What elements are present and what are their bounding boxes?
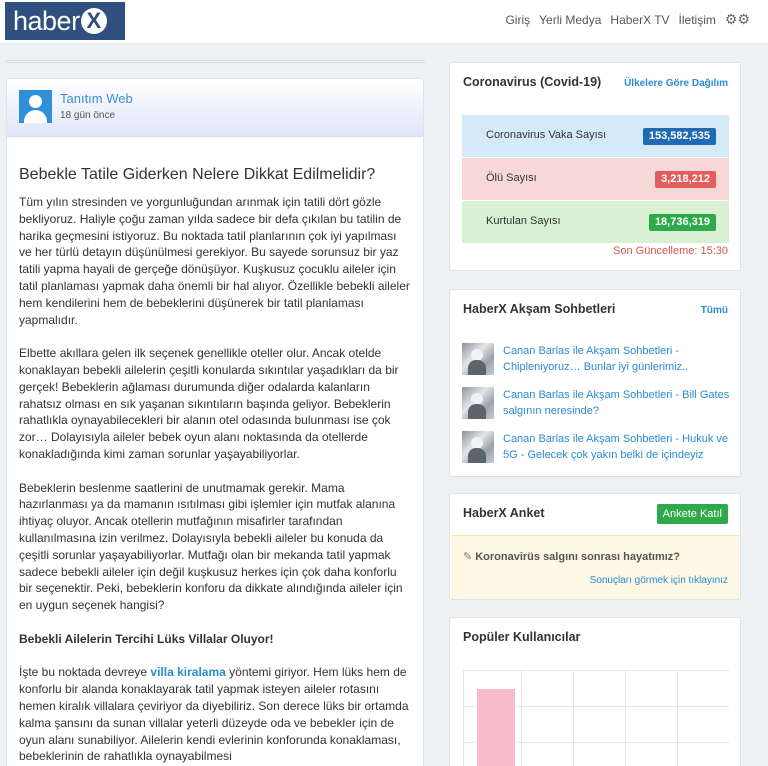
article-card: [6, 78, 424, 766]
chart-bar: [477, 689, 515, 766]
popular-users-chart: [463, 662, 729, 766]
logo-x-mark: X: [81, 8, 107, 34]
article-body: [7, 137, 423, 765]
all-talks-link[interactable]: Tümü: [700, 305, 728, 316]
talk-link[interactable]: Canan Barlas ile Akşam Sohbetleri - Chipleniyoruz… Bunlar iyi günlerimiz..: [503, 345, 689, 373]
paragraph-1: Tüm yılın stresinden ve yorgunluğundan arınmak için tatili dört gözle bekliyoruz. Haliyle çoğu zaman yılda sadece bir defa çıkılan bu tatilin de harika geçmesini istiyoruz. Bu noktada tatil planlarının çok iyi yapılması ve her türlü detayın düşünülmesi gerekiyor. Bu sayede sorunsuz bir yaz tatili yapma hayali de gerçeğe dönüşüyor. Kuşkusuz çocuklu aileler için tatil planlaması yapmak daha önemli bir hal alıyor. Özellikle bebekli aileler hem kendilerini hem de bebeklerini düşünerek bir tatil planlaması yapmalıdır.: [19, 195, 410, 327]
covid-title: Coronavirus (Covid-19): [463, 75, 602, 89]
cases-value: 153,582,535: [643, 128, 716, 145]
paragraph-4-start: İşte bu noktada devreye: [19, 665, 151, 680]
video-thumbnail[interactable]: [462, 387, 494, 419]
last-updated: Son Güncelleme: 15:30: [613, 245, 728, 257]
nav-login[interactable]: Giriş: [505, 13, 531, 27]
covid-deaths-row: [462, 158, 729, 200]
paragraph-3: Bebeklerin beslenme saatlerini de unutmamak gerekir. Mama hazırlanması ya da mamanın ısıtılması gibi işlemler için mutfak alanına ihtiyaç oluyor. Ancak otellerin mutfağının misafirler tarafından kullanılmasına izin verilmez. Dolayısıyla bebekli aileler bu konuda da çeşitli sorunlar yaşayabiliyorlar. Mutfağı olan bir mekanda tatil yapmak sadece bebekli aileler için değil kuşkusuz herkes için çok daha konforlu bir seçenektir. Peki, bebeklerin konforu da dikkate alındığında aileler için en uygun seçenek hangisi?: [19, 480, 403, 613]
villa-rental-link[interactable]: villa kiralama: [150, 665, 226, 680]
avatar[interactable]: [19, 90, 52, 123]
join-poll-button[interactable]: Ankete Katıl: [657, 504, 728, 524]
talk-link[interactable]: Canan Barlas ile Akşam Sohbetleri - Bill Gates salgının neresinde?: [503, 389, 730, 417]
article-subheading: Bebekli Ailelerin Tercihi Lüks Villalar Oluyor!: [19, 631, 274, 646]
list-item[interactable]: [462, 387, 732, 421]
post-time: 18 gün önce: [60, 110, 116, 121]
cases-label: Coronavirus Vaka Sayısı: [486, 129, 607, 141]
popular-users-card: [449, 617, 741, 766]
haberx-logo[interactable]: [5, 2, 125, 40]
divider: [5, 60, 425, 63]
main-nav: [505, 13, 750, 27]
covid-cases-row: [462, 115, 729, 157]
video-thumbnail[interactable]: [462, 343, 494, 375]
poll-box: [451, 535, 739, 599]
cogs-icon[interactable]: ⚙⚙: [724, 11, 750, 27]
article-title: Bebekle Tatile Giderken Nelere Dikkat Edilmelidir?: [19, 166, 376, 183]
nav-contact[interactable]: İletişim: [678, 13, 716, 27]
paragraph-2: Elbette akıllara gelen ilk seçenek genellikle oteller olur. Ancak otelde konaklayan bebekli ailelerin çeşitli konularda sıkıntılar yaşadıkları da bir gerçek! Bebeklerin ağlaması durumunda diğer odalarda kalanların rahatsız olması en sık yaşanan sıkıntıların başında geliyor. Bebeklerin rahatlıkla oynayabilecekleri bir alanın otel odasında bulunması ise çok zor… Dolayısıyla aileler bebek oyun alanı noktasında da otellerde konakladığında kimi zaman sorunlar yaşayabiliyorlar.: [19, 346, 399, 461]
list-item[interactable]: [462, 431, 732, 465]
paragraph-4-end: yöntemi giriyor. Hem lüks hem de konforlu bir alanda konaklayarak tatil yapmak isteyen aileler rotasını hemen kiralık villalara çeviriyor da diyebiliriz. Son derece lüks bir ortamda kalma şansını da sunan villalar yeterli düzeyde oda ve bebekler için de oyun alanı sunabiliyor. Ailelerin kendi evlerinin konforunda konaklaması, bebeklerinin de rahatlıkla oynayabilmesi: [19, 665, 409, 764]
paragraph-4: [19, 664, 411, 765]
country-distribution-link[interactable]: Ülkelere Göre Dağılım: [624, 78, 728, 89]
poll-question-text: Koronavirüs salgını sonrası hayatımız?: [475, 551, 680, 563]
nav-local-media[interactable]: Yerli Medya: [539, 13, 602, 27]
poll-results-link[interactable]: Sonuçları görmek için tıklayınız: [589, 575, 728, 586]
recovered-value: 18,736,319: [649, 214, 716, 231]
author-bar: [7, 79, 423, 137]
recovered-label: Kurtulan Sayısı: [486, 215, 561, 227]
poll-card: [449, 493, 741, 600]
poll-question[interactable]: [463, 550, 680, 563]
top-bar: [0, 0, 768, 44]
evening-talks-card: [449, 289, 741, 477]
covid-card: [449, 62, 741, 271]
logo-text: haber: [13, 6, 80, 36]
edit-icon: ✎: [463, 551, 473, 563]
author-name[interactable]: Tanıtım Web: [60, 91, 133, 106]
talk-link[interactable]: Canan Barlas ile Akşam Sohbetleri - Hukuk ve 5G - Gelecek çok yakın belki de içindeyiz: [503, 433, 728, 461]
covid-recovered-row: [462, 201, 729, 243]
popular-users-title: Popüler Kullanıcılar: [463, 630, 581, 644]
list-item[interactable]: [462, 343, 732, 377]
nav-haberx-tv[interactable]: HaberX TV: [610, 13, 670, 27]
video-thumbnail[interactable]: [462, 431, 494, 463]
evening-talks-title: HaberX Akşam Sohbetleri: [463, 302, 616, 316]
deaths-label: Ölü Sayısı: [486, 172, 537, 184]
poll-title: HaberX Anket: [463, 506, 545, 520]
deaths-value: 3,218,212: [655, 171, 716, 188]
